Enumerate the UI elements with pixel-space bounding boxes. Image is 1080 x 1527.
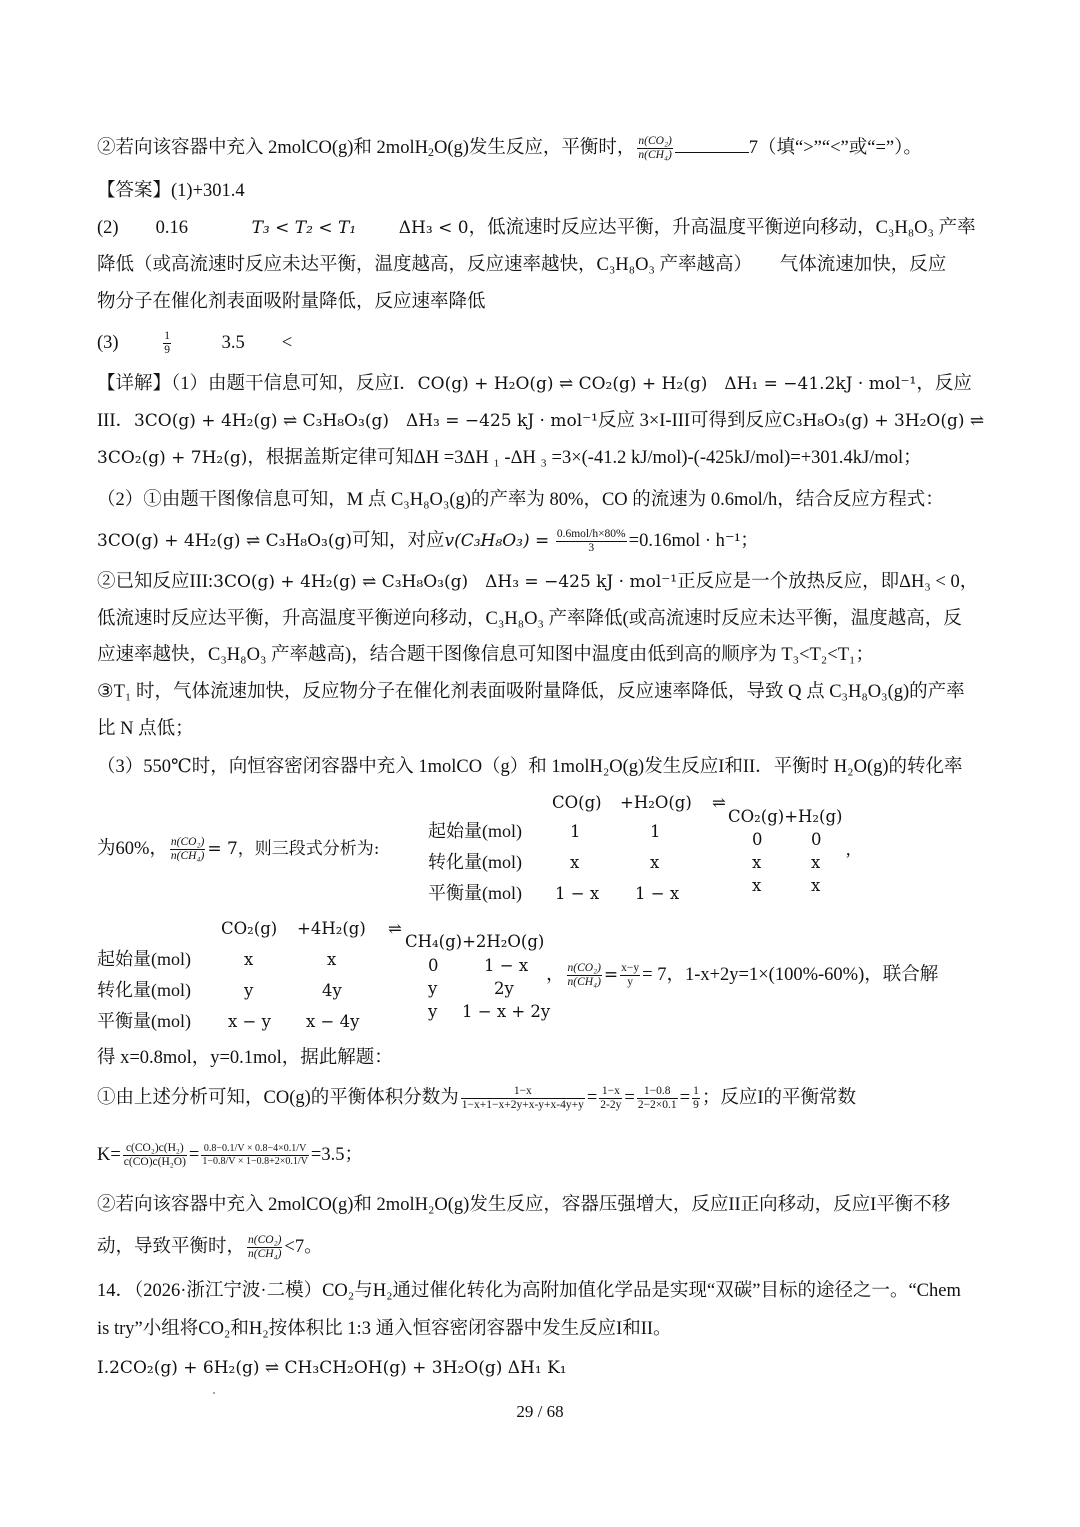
table-cell: x (244, 950, 254, 969)
text: (2) 0.16 (97, 218, 225, 238)
page-number: 29 / 68 (516, 1402, 564, 1421)
detail-line-5 (97, 528, 759, 555)
table-header: ⇌ (712, 793, 726, 812)
detail-line-7: 低流速时反应达平衡，升高温度平衡逆向移动，C₃H₈O₃ 产率降低(或高流速时反应未达平衡，温度越高，反 (97, 609, 962, 629)
table-cell: 1 (650, 822, 661, 841)
detail-line-1 (97, 372, 972, 396)
question-part-2 (97, 134, 922, 164)
fraction (461, 1085, 585, 1112)
denominator: 2-2y (600, 1099, 622, 1111)
denominator: 3 (588, 542, 595, 554)
math: ΔH₃ < 0 (398, 218, 469, 238)
text: =0.16mol · h⁻¹； (628, 530, 759, 551)
text: , (846, 839, 851, 859)
fraction (637, 1085, 678, 1112)
table-cell: x (811, 853, 821, 872)
table-row-label: 起始量(mol) (97, 949, 191, 969)
text: ②若向该容器中充入 2molCO(g)和 2molH (97, 138, 428, 158)
numerator: x−y (621, 962, 640, 974)
table-header: +H₂O(g) (620, 793, 692, 812)
ratio-fraction (170, 836, 205, 863)
fraction (620, 962, 640, 989)
detail-line-4: （2）①由题干图像信息可知，M 点 C₃H₈O₃(g)的产率为 80%，CO 的流速为 0.6mol/h，结合反应方程式： (97, 490, 944, 510)
equation: 3CO(g) + 4H₂(g) ⇌ C₃H₈O₃(g) ΔH₃ = −425 kJ · mol⁻¹ (213, 572, 678, 592)
equation: 3CO(g) + 4H₂(g) ⇌ C₃H₈O₃(g) ΔH₃ = −425 kJ · mol⁻¹ (133, 411, 598, 431)
text: = 7，则三段式分析为: (207, 838, 380, 859)
numerator: n(CO₂) (567, 962, 601, 974)
fraction (201, 1143, 309, 1168)
denominator: 1−0.8/V × 1−0.8+2×0.1/V (202, 1156, 308, 1167)
detail-line-17 (97, 1234, 323, 1261)
detail-line-12 (97, 836, 380, 863)
numerator: n(CO₂) (248, 1234, 282, 1246)
table-cell: x (570, 853, 580, 872)
speck (213, 1392, 215, 1394)
numerator: n(CO₂) (638, 135, 672, 148)
question-14-reaction-1: I.2CO₂(g) + 6H₂(g) ⇌ CH₃CH₂OH(g) + 3H₂O(g) ΔH₁ K₁ (97, 1358, 567, 1378)
text: 3.5 < (221, 332, 293, 353)
denominator: y (627, 976, 634, 988)
denominator: n(CH₄) (638, 149, 672, 162)
equation: C₃H₈O₃(g) + 3H₂O(g) ⇌ (782, 411, 985, 431)
denominator: c(CO)c(H₂O) (123, 1156, 186, 1168)
answer-line-4: 物分子在催化剂表面吸附量降低，反应速率降低 (97, 292, 486, 312)
table-cell: x (811, 876, 821, 895)
text: = 7，1-x+2y=1×(100%-60%)，联合解 (642, 964, 939, 985)
text: ；反应I的平衡常数 (701, 1087, 857, 1108)
table-cell: x (650, 853, 660, 872)
equation: CO(g) + H₂O(g) ⇌ CO₂(g) + H₂(g) ΔH₁ = −41.2kJ · mol⁻¹ (417, 374, 917, 394)
text: ，根据盖斯定律可知ΔH =3ΔH ₁ -ΔH ₃ =3×(-41.2 kJ/mol)-(-425kJ/mol)=+301.4kJ/mol； (247, 448, 922, 468)
numerator: c(CO₂)c(H₂) (123, 1142, 187, 1156)
numerator: 0.6mol/h×80% (556, 528, 626, 540)
table-cell: x (752, 876, 762, 895)
table-cell: 0 (752, 830, 763, 849)
denominator: 9 (164, 344, 170, 356)
numerator: 1 (693, 1085, 699, 1097)
table-header: CO₂(g)+H₂(g) (728, 807, 843, 826)
denominator: n(CH₄) (170, 850, 205, 862)
table-cell: x (327, 950, 337, 969)
detail-line-10: 比 N 点低； (97, 719, 194, 739)
detail-line-6 (97, 570, 978, 594)
table-header: +4H₂(g) (297, 919, 366, 938)
text: ②已知反应III: (97, 572, 214, 592)
table-2-tail: ， $\frac{\text{n(CO₂)}}{\text{n(CH₄)}}$ = $\frac{x-y}{y}$ = 7，1-x+2y=1×(100%-60%)，联合解 (546, 962, 939, 988)
table-cell: 2y (494, 979, 514, 998)
table-cell: 1 − x (555, 884, 600, 903)
detail-line-8: 应速率越快，C₃H₈O₃ 产率越高)，结合题干图像信息可知图中温度由低到高的顺序为 T₃<T₂<T₁； (97, 645, 874, 665)
table-cell: x − y (228, 1012, 271, 1031)
table-header: CO(g) (552, 793, 602, 812)
text: III． (97, 411, 134, 431)
fraction (556, 528, 627, 555)
table-header: ⇌ (388, 919, 402, 938)
numerator: 0.8−0.1/V × 0.8−4×0.1/V (201, 1143, 309, 1156)
table-cell: 0 (428, 956, 439, 975)
table-cell: 0 (811, 830, 822, 849)
fraction (163, 330, 171, 357)
table-cell: 1 − x + 2y (462, 1002, 551, 1021)
numerator: 1−0.8 (637, 1085, 678, 1099)
question-14-line-2: is try”小组将CO₂和H₂按体积比 1:3 通入恒容密闭容器中发生反应I和II。 (97, 1319, 672, 1339)
answer-line-1: 【答案】(1)+301.4 (97, 181, 245, 201)
text: ，反应 (916, 374, 972, 394)
equation: 3CO₂(g) + 7H₂(g) (97, 448, 248, 468)
numerator: n(CO₂) (170, 836, 205, 848)
table-cell: y (428, 979, 438, 998)
denominator: n(CH₄) (567, 976, 601, 988)
table-cell: x (752, 853, 762, 872)
text: 为60%， (97, 838, 168, 859)
table-cell: 1 (570, 822, 581, 841)
text: ， (546, 964, 565, 985)
answer-line-5 (97, 330, 292, 357)
detail-line-2 (97, 409, 984, 433)
text: 正反应是一个放热反应，即ΔH₃ < 0， (677, 572, 979, 592)
equation: 3CO(g) + 4H₂(g) ⇌ C₃H₈O₃(g) (97, 530, 352, 551)
detail-line-11: （3）550℃时，向恒容密闭容器中充入 1molCO（g）和 1molH₂O(g)发生反应I和II．平衡时 H₂O(g)的转化率 (97, 757, 963, 777)
detail-line-3 (97, 446, 922, 470)
table-row-label: 起始量(mol) (428, 821, 522, 841)
numerator: 1−x (461, 1085, 585, 1099)
table-cell: 1 − x (635, 884, 680, 903)
numerator: 1−x (599, 1085, 622, 1099)
denominator: 1−x+1−x+2y+x-y+x-4y+y (461, 1099, 584, 1111)
table-cell: y (428, 1002, 438, 1021)
numerator: 1 (164, 330, 170, 342)
answer-line-2 (97, 216, 976, 240)
text: <7。 (284, 1236, 323, 1257)
table-row-label: 平衡量(mol) (428, 883, 522, 903)
detail-line-9: ③T₁ 时，气体流速加快，反应物分子在催化剂表面吸附量降低，反应速率降低，导致 Q 点 C₃H₈O₃(g)的产率 (97, 682, 965, 702)
answer-blank[interactable] (675, 134, 749, 153)
detail-line-16: ②若向该容器中充入 2molCO(g)和 2molH₂O(g)发生反应，容器压强增大，反应II正向移动，反应I平衡不移 (97, 1195, 951, 1215)
table-cell: y (244, 981, 254, 1000)
table-row-label: 转化量(mol) (428, 852, 522, 872)
text: 反应 3×I-III可得到反应 (597, 411, 783, 431)
text: =3.5； (310, 1144, 363, 1165)
detail-line-13: 得 x=0.8mol，y=0.1mol，据此解题： (97, 1048, 393, 1068)
text: K= (97, 1144, 121, 1165)
math: v(C₃H₈O₃) = (444, 530, 550, 551)
question-14-line-1: 14．（2026·浙江宁波·二模）CO₂与H₂通过催化转化为高附加值化学品是实现“双碳”目标的途径之一。“Chem (97, 1281, 961, 1301)
fraction (123, 1142, 187, 1169)
table-cell: 1 − x (484, 956, 529, 975)
table-header: CH₄(g)+2H₂O(g) (405, 932, 545, 951)
denominator: n(CH₄) (248, 1248, 282, 1260)
table-cell: x − 4y (306, 1012, 360, 1031)
table-row-label: 平衡量(mol) (97, 1011, 191, 1031)
ratio-fraction (567, 962, 602, 989)
text: 可知，对应 (351, 530, 445, 551)
denominator: 9 (693, 1099, 699, 1111)
text: 7（填“>”“<”或“=”）。 (748, 138, 922, 158)
table-header: CO₂(g) (221, 919, 278, 938)
text: ①由上述分析可知，CO(g)的平衡体积分数为 (97, 1087, 459, 1108)
fraction (692, 1085, 700, 1112)
text: 【详解】（1）由题干信息可知，反应I． (97, 374, 418, 394)
denominator: 2−2×0.1 (637, 1099, 677, 1111)
ratio-fraction (637, 135, 672, 162)
table-row-label: 转化量(mol) (97, 980, 191, 1000)
detail-line-15: K= $\frac{\text{c(CO₂)c(H₂)}}{\text{c(CO)c(H₂O)}}$ = $\frac{0.8-0.1/V \times 0.8-4\times 0.1/V}{1-0.8/V \times 1-0.8+2\times 0.1/V}$ =3.5； (97, 1142, 363, 1168)
table-cell: 4y (322, 981, 342, 1000)
text: 动，导致平衡时， (97, 1236, 246, 1257)
text: O(g)发生反应，平衡时， (433, 138, 636, 158)
math: T₃ < T₂ < T₁ (251, 218, 357, 238)
detail-line-14: ①由上述分析可知，CO(g)的平衡体积分数为 $\frac{1-x}{1-x+1-x+2y+x-y+x-4y+y}$ = $\frac{1-x}{2-2y}$ = $\frac{1-0.8}{2-2\times 0.1}$ = $\frac{1}{9}$ ；反应I的平衡常数 (97, 1085, 857, 1111)
subscript: 2 (427, 145, 434, 159)
answer-line-3: 降低（或高流速时反应未达平衡，温度越高，反应速率越快，C₃H₈O₃ 产率越高） 气体流速加快，反应 (97, 255, 947, 275)
text: ，低流速时反应达平衡，升高温度平衡逆向移动，C₃H₈O₃ 产率 (468, 218, 976, 238)
ratio-fraction (247, 1234, 282, 1261)
fraction (599, 1085, 622, 1112)
text: (3) (97, 332, 119, 353)
